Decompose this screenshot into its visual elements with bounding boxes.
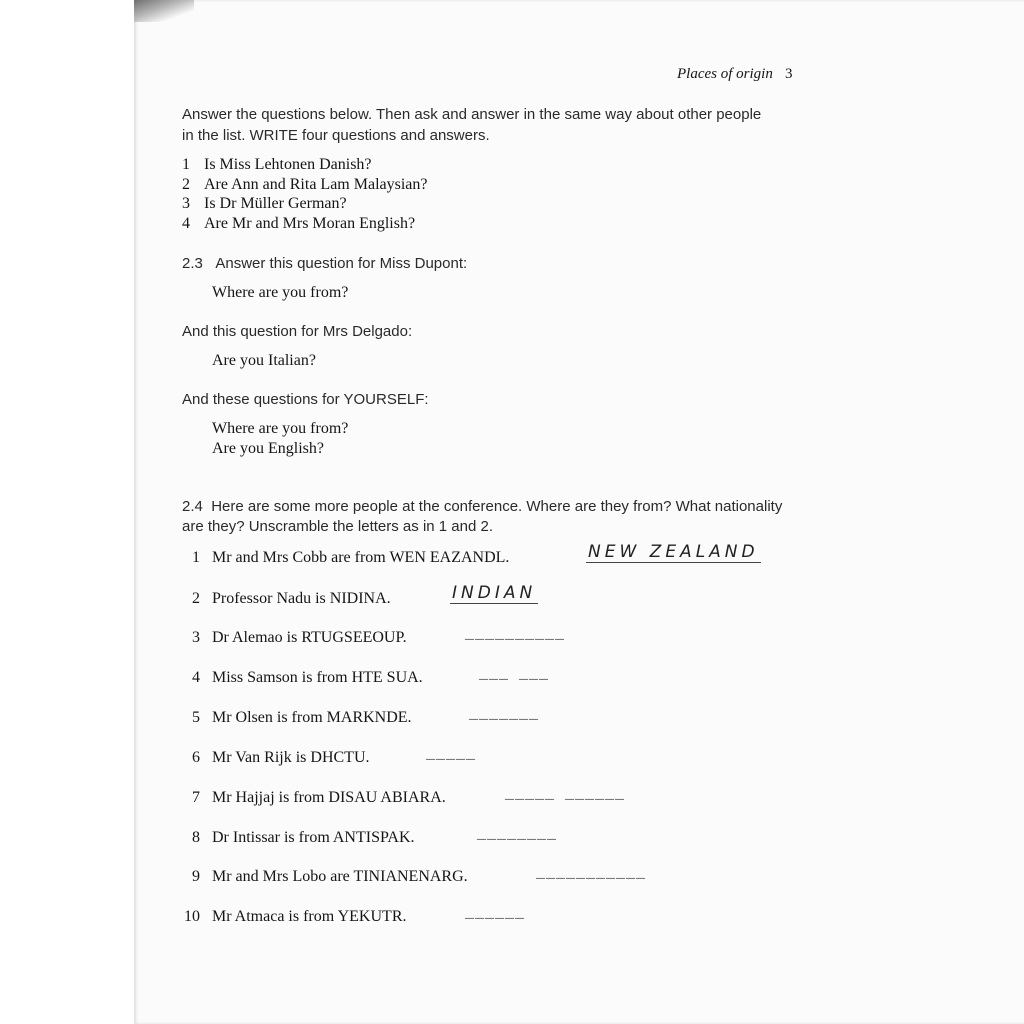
exercise-label: 2.4	[182, 498, 203, 515]
question-number: 3	[182, 195, 190, 212]
exercise-instruction: And these questions for YOURSELF:	[182, 391, 429, 408]
question-number: 2	[182, 176, 190, 193]
handwritten-answer[interactable]: NEW ZEALAND	[588, 542, 759, 562]
question-item	[182, 215, 415, 233]
answer-blank[interactable]: ______	[465, 905, 526, 922]
item-number: 4	[192, 669, 200, 686]
question-item	[182, 176, 428, 194]
running-head-title: Places of origin	[677, 66, 773, 82]
item-text: Miss Samson is from HTE SUA.	[212, 669, 423, 686]
question-item	[182, 195, 347, 213]
answer-blank[interactable]: _____	[426, 746, 477, 763]
item-number: 8	[192, 829, 200, 846]
item-text: Dr Alemao is RTUGSEEOUP.	[212, 629, 407, 646]
item-number: 1	[192, 549, 200, 566]
exercise-label: 2.3	[182, 255, 203, 272]
prompt-question: Where are you from?	[212, 284, 349, 301]
item-number: 5	[192, 709, 200, 726]
handwritten-answer[interactable]: INDIAN	[452, 583, 537, 603]
prompt-question: Are you English?	[212, 440, 324, 457]
item-number: 3	[192, 629, 200, 646]
item-text: Mr and Mrs Lobo are TINIANENARG.	[212, 868, 468, 885]
item-text: Dr Intissar is from ANTISPAK.	[212, 829, 415, 846]
exercise-instruction-line-2: are they? Unscramble the letters as in 1 and 2.	[182, 518, 494, 535]
item-text: Mr and Mrs Cobb are from WEN EAZANDL.	[212, 549, 510, 566]
item-text: Mr Van Rijk is DHCTU.	[212, 749, 370, 766]
item-number: 7	[192, 789, 200, 806]
item-number: 9	[192, 868, 200, 885]
question-text: Are Mr and Mrs Moran English?	[204, 215, 416, 232]
item-number: 2	[192, 590, 200, 607]
intro-line-1: Answer the questions below. Then ask and answer in the same way about other people	[182, 106, 762, 123]
item-number: 6	[192, 749, 200, 766]
exercise-instruction: Answer this question for Miss Dupont:	[215, 255, 468, 272]
exercise-2-3-heading	[182, 255, 467, 272]
exercise-2-4-heading	[182, 498, 782, 515]
prompt-question: Where are you from?	[212, 420, 349, 437]
page-corner-shadow	[134, 0, 194, 22]
item-text: Mr Hajjaj is from DISAU ABIARA.	[212, 789, 446, 806]
question-text: Is Miss Lehtonen Danish?	[204, 156, 372, 173]
question-text: Is Dr Müller German?	[204, 195, 347, 212]
prompt-question: Are you Italian?	[212, 352, 316, 369]
answer-blank[interactable]: ________	[477, 826, 558, 843]
question-number: 1	[182, 156, 190, 173]
item-number: 10	[184, 908, 200, 925]
item-text: Mr Atmaca is from YEKUTR.	[212, 908, 407, 925]
answer-blank[interactable]: ___________	[536, 865, 647, 882]
answer-blank[interactable]: _____ ______	[505, 786, 626, 803]
answer-blank[interactable]: ___ ___	[479, 666, 550, 683]
intro-line-2: in the list. WRITE four questions and answers.	[182, 127, 490, 144]
answer-blank[interactable]: __________	[465, 626, 566, 643]
question-text: Are Ann and Rita Lam Malaysian?	[204, 176, 428, 193]
exercise-instruction: And this question for Mrs Delgado:	[182, 323, 413, 340]
page-number: 3	[785, 66, 793, 82]
question-number: 4	[182, 215, 190, 232]
item-text: Professor Nadu is NIDINA.	[212, 590, 391, 607]
question-item	[182, 156, 372, 174]
book-spine-margin	[0, 0, 134, 1024]
item-text: Mr Olsen is from MARKNDE.	[212, 709, 412, 726]
exercise-instruction: Here are some more people at the conference. Where are they from? What nationality	[211, 498, 783, 515]
answer-blank[interactable]: _______	[469, 706, 540, 723]
